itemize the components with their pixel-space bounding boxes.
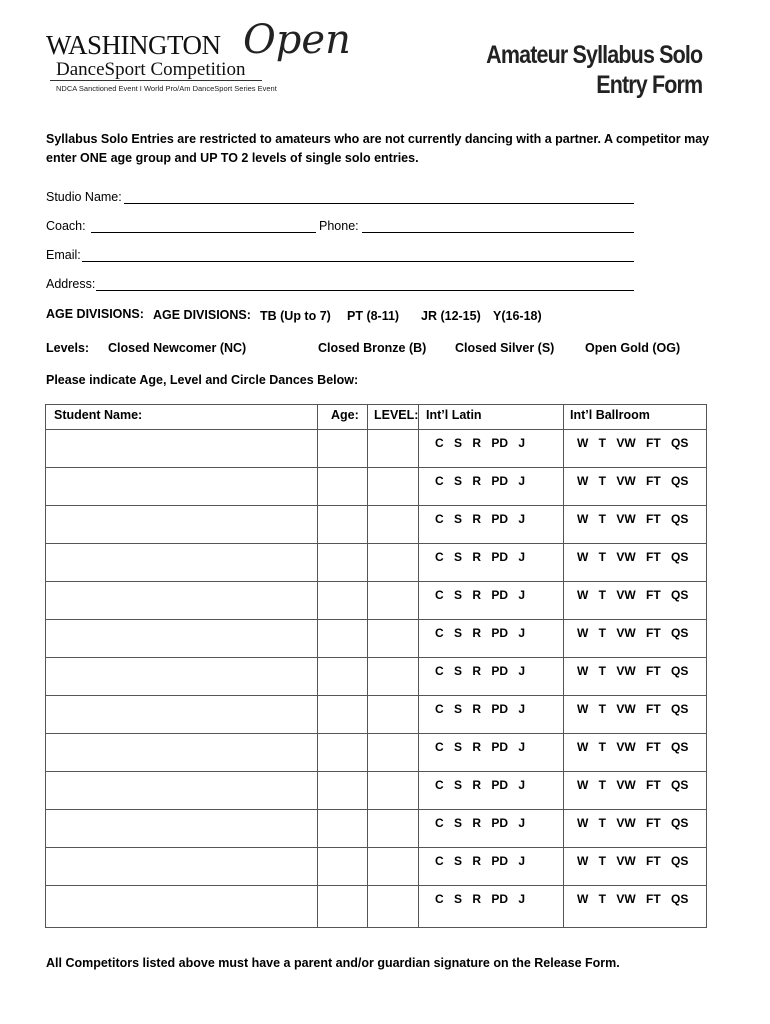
intro-text xyxy=(46,130,726,168)
form-title-line1: Amateur Syllabus Solo xyxy=(485,41,702,69)
entry-table xyxy=(45,404,707,928)
latin-dances[interactable]: C S R PD J xyxy=(435,854,526,868)
header-age: Age: xyxy=(331,408,359,422)
level-option-s[interactable]: Closed Silver (S) xyxy=(455,341,555,355)
age-divisions-label-2: AGE DIVISIONS: xyxy=(153,308,251,322)
studio-name-field[interactable] xyxy=(124,203,634,204)
header-student-name: Student Name: xyxy=(54,408,143,422)
latin-dances[interactable]: C S R PD J xyxy=(435,816,526,830)
row-divider xyxy=(46,581,706,582)
form-title-line2: Entry Form xyxy=(595,71,702,99)
latin-dances[interactable]: C S R PD J xyxy=(435,740,526,754)
logo-washington: WASHINGTON xyxy=(46,30,221,60)
ballroom-dances[interactable]: W T VW FT QS xyxy=(577,474,689,488)
email-field[interactable] xyxy=(82,261,634,262)
ballroom-dances[interactable]: W T VW FT QS xyxy=(577,892,689,906)
level-option-b[interactable]: Closed Bronze (B) xyxy=(318,341,427,355)
latin-dances[interactable]: C S R PD J xyxy=(435,626,526,640)
age-divisions-label: AGE DIVISIONS: xyxy=(46,307,144,321)
studio-name-label: Studio Name: xyxy=(46,190,122,204)
intro-line2: enter ONE age group and UP TO 2 levels of single solo entries. xyxy=(46,151,419,165)
ballroom-dances[interactable]: W T VW FT QS xyxy=(577,664,689,678)
row-divider xyxy=(46,771,706,772)
latin-dances[interactable]: C S R PD J xyxy=(435,436,526,450)
intro-line1: Syllabus Solo Entries are restricted to amateurs who are not currently dancing with a partner. A competitor may xyxy=(46,132,710,146)
level-option-og[interactable]: Open Gold (OG) xyxy=(585,341,681,355)
ballroom-dances[interactable]: W T VW FT QS xyxy=(577,778,689,792)
row-divider xyxy=(46,657,706,658)
ballroom-dances[interactable]: W T VW FT QS xyxy=(577,626,689,640)
row-divider xyxy=(46,695,706,696)
latin-dances[interactable]: C S R PD J xyxy=(435,512,526,526)
ballroom-dances[interactable]: W T VW FT QS xyxy=(577,436,689,450)
header-intl-latin: Int’l Latin xyxy=(426,408,482,422)
latin-dances[interactable]: C S R PD J xyxy=(435,664,526,678)
age-option-pt[interactable]: PT (8-11) xyxy=(347,309,400,323)
ballroom-dances[interactable]: W T VW FT QS xyxy=(577,512,689,526)
latin-dances[interactable]: C S R PD J xyxy=(435,892,526,906)
ballroom-dances[interactable]: W T VW FT QS xyxy=(577,550,689,564)
level-option-nc[interactable]: Closed Newcomer (NC) xyxy=(108,341,247,355)
col-divider xyxy=(418,405,419,927)
logo-dancesport: DanceSport Competition xyxy=(56,59,246,80)
phone-label: Phone: xyxy=(319,219,359,233)
logo-tagline: NDCA Sanctioned Event I World Pro/Am DanceSport Series Event xyxy=(56,84,277,93)
ballroom-dances[interactable]: W T VW FT QS xyxy=(577,588,689,602)
row-divider xyxy=(46,619,706,620)
col-divider xyxy=(563,405,564,927)
row-divider xyxy=(46,809,706,810)
row-divider xyxy=(46,733,706,734)
ballroom-dances[interactable]: W T VW FT QS xyxy=(577,816,689,830)
levels-label: Levels: xyxy=(46,341,90,355)
age-option-y[interactable]: Y(16-18) xyxy=(493,309,542,323)
col-divider xyxy=(317,405,318,927)
latin-dances[interactable]: C S R PD J xyxy=(435,550,526,564)
header-intl-ballroom: Int’l Ballroom xyxy=(570,408,650,422)
row-divider xyxy=(46,847,706,848)
address-label: Address: xyxy=(46,277,96,291)
row-divider xyxy=(46,505,706,506)
phone-field[interactable] xyxy=(362,232,634,233)
header-level: LEVEL: xyxy=(374,408,419,422)
latin-dances[interactable]: C S R PD J xyxy=(435,474,526,488)
row-divider xyxy=(46,467,706,468)
coach-field[interactable] xyxy=(91,232,316,233)
footer-note: All Competitors listed above must have a parent and/or guardian signature on the Release Form. xyxy=(46,956,620,970)
col-divider xyxy=(367,405,368,927)
row-divider xyxy=(46,543,706,544)
ballroom-dances[interactable]: W T VW FT QS xyxy=(577,740,689,754)
address-field[interactable] xyxy=(96,290,634,291)
ballroom-dances[interactable]: W T VW FT QS xyxy=(577,854,689,868)
latin-dances[interactable]: C S R PD J xyxy=(435,702,526,716)
row-divider xyxy=(46,885,706,886)
row-divider xyxy=(46,429,706,430)
coach-label: Coach: xyxy=(46,219,86,233)
instruction-text: Please indicate Age, Level and Circle Dances Below: xyxy=(46,373,359,387)
latin-dances[interactable]: C S R PD J xyxy=(435,588,526,602)
form-title xyxy=(486,40,702,100)
age-option-jr[interactable]: JR (12-15) xyxy=(421,309,481,323)
latin-dances[interactable]: C S R PD J xyxy=(435,778,526,792)
ballroom-dances[interactable]: W T VW FT QS xyxy=(577,702,689,716)
age-option-tb[interactable]: TB (Up to 7) xyxy=(260,309,331,323)
email-label: Email: xyxy=(46,248,81,262)
logo-divider xyxy=(50,80,262,81)
logo-open-script: Open xyxy=(243,17,351,63)
